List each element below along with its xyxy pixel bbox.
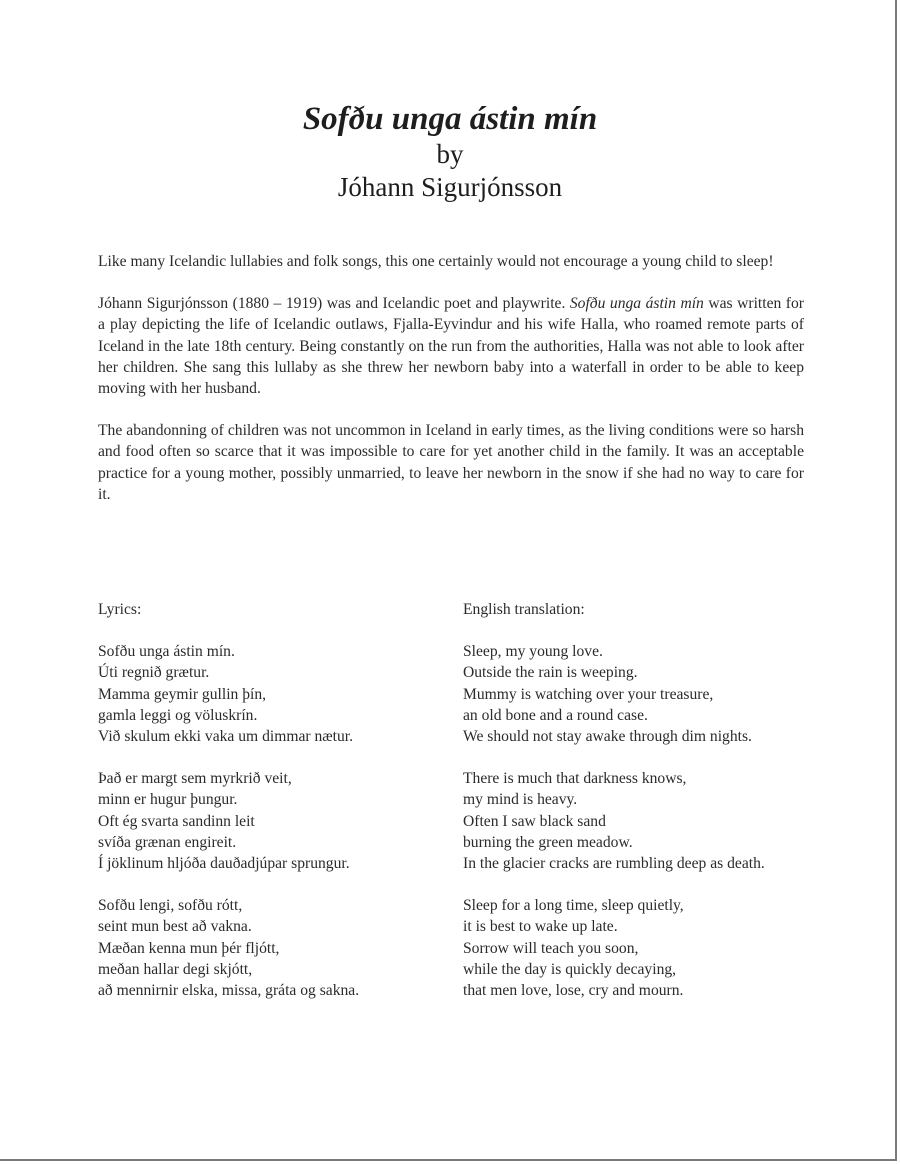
- lyric-line: Sofðu unga ástin mín.: [98, 643, 235, 661]
- lyric-line: seint mun best að vakna.: [98, 918, 252, 936]
- title-block: [0, 100, 900, 204]
- translation-line: while the day is quickly decaying,: [463, 960, 677, 978]
- song-title-reference: Sofðu unga ástin mín: [569, 295, 704, 313]
- lyric-line: Það er margt sem myrkrið veit,: [98, 770, 292, 788]
- translation-line: There is much that darkness knows,: [463, 770, 687, 788]
- lyric-line: Við skulum ekki vaka um dimmar nætur.: [98, 728, 354, 746]
- translation-stanza-1: [463, 641, 823, 747]
- translation-line: We should not stay awake through dim nights.: [463, 728, 752, 746]
- by-line: by: [436, 139, 464, 169]
- translation-line: it is best to wake up late.: [463, 918, 618, 936]
- lyric-line: Oft ég svarta sandinn leit: [98, 812, 255, 830]
- lyric-line: minn er hugur þungur.: [98, 791, 238, 809]
- translation-column: [463, 599, 823, 1022]
- translation-line: Outside the rain is weeping.: [463, 664, 638, 682]
- translation-line: Sleep for a long time, sleep quietly,: [463, 897, 684, 915]
- translation-line: Mummy is watching over your treasure,: [463, 685, 714, 703]
- page-title: Sofðu unga ástin mín: [302, 101, 598, 137]
- lyric-line: Mamma geymir gullin þín,: [98, 685, 267, 703]
- translation-line: Sorrow will teach you soon,: [463, 939, 639, 957]
- translation-line: an old bone and a round case.: [463, 706, 648, 724]
- lyrics-heading: Lyrics:: [98, 601, 142, 618]
- intro-paragraph-1: Like many Icelandic lullabies and folk songs, this one certainly would not encourage a young child to sleep!: [98, 253, 774, 270]
- translation-line: my mind is heavy.: [463, 791, 578, 809]
- lyric-line: meðan hallar degi skjótt,: [98, 960, 253, 978]
- lyric-line: Sofðu lengi, sofðu rótt,: [98, 897, 243, 915]
- intro-paragraph-2: [98, 293, 804, 399]
- lyric-line: að mennirnir elska, missa, gráta og sakna.: [98, 982, 360, 1000]
- lyrics-stanza-1: [98, 641, 443, 747]
- lyric-line: Mæðan kenna mun þér fljótt,: [98, 939, 280, 957]
- translation-stanza-2: [463, 768, 823, 874]
- intro-paragraph-3: The abandonning of children was not uncommon in Iceland in early times, as the living conditions were so harsh and food often so scarce that it was impossible to care for yet another child in the family. It was an acceptable practice for a young mother, possibly unmarried, to leave her newborn in the snow if she had no way to care for it.: [98, 422, 804, 503]
- lyrics-stanza-2: [98, 768, 443, 874]
- lyrics-column: [98, 599, 443, 1022]
- intro-paragraph-2-rest: was written for a play depicting the life of Icelandic outlaws, Fjalla-Eyvindur and his wife Halla, who roamed remote parts of Iceland in the late 18th century. Being constantly on the run from the authorities, Halla was not able to look after her children. She sang this lullaby as she threw her newborn baby into a waterfall in order to be able to keep moving with her husband.: [98, 295, 804, 398]
- translation-line: In the glacier cracks are rumbling deep as death.: [463, 855, 765, 873]
- translation-line: that men love, lose, cry and mourn.: [463, 982, 684, 1000]
- intro-paragraph-2-start: Jóhann Sigurjónsson (1880 – 1919) was and Icelandic poet and playwrite.: [98, 295, 570, 313]
- translation-heading: English translation:: [463, 601, 585, 618]
- lyric-line: Í jöklinum hljóða dauðadjúpar sprungur.: [98, 855, 350, 873]
- lyric-line: gamla leggi og völuskrín.: [98, 706, 258, 724]
- intro-text: [98, 251, 804, 505]
- lyric-line: svíða grænan engireit.: [98, 833, 237, 851]
- translation-stanza-3: [463, 895, 823, 1001]
- translation-line: burning the green meadow.: [463, 833, 633, 851]
- lyric-line: Úti regnið grætur.: [98, 664, 210, 682]
- translation-line: Sleep, my young love.: [463, 643, 603, 661]
- author-name: Jóhann Sigurjónsson: [337, 172, 563, 202]
- lyrics-stanza-3: [98, 895, 443, 1001]
- translation-line: Often I saw black sand: [463, 812, 606, 830]
